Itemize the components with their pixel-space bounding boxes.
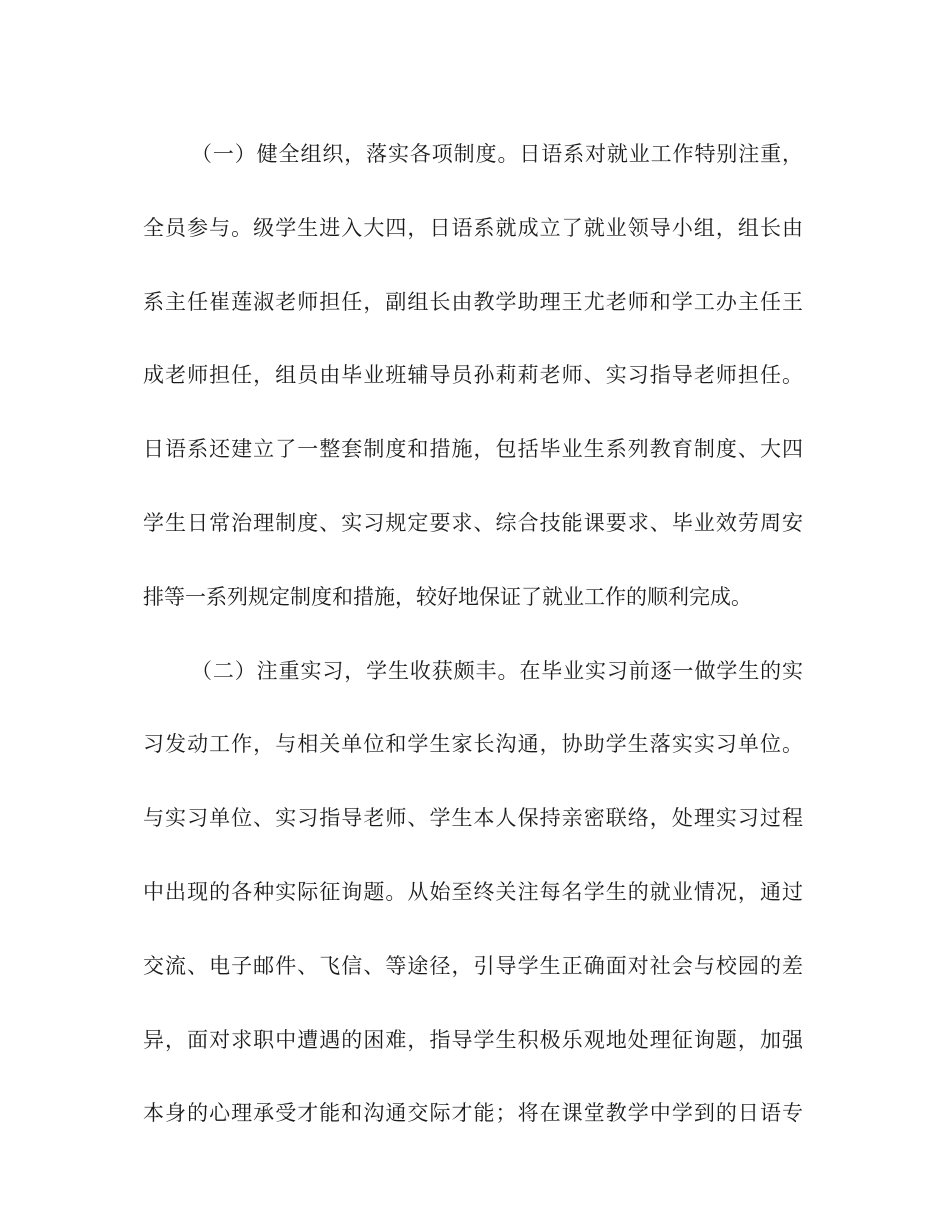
text-line: 与实习单位、实习指导老师、学生本人保持亲密联络，处理实习过程 (143, 806, 803, 831)
text-line: 本身的心理承受才能和沟通交际才能；将在课堂教学中学到的日语专 (143, 1101, 803, 1126)
body-text (143, 118, 803, 1151)
text-line: （二）注重实习，学生收获颇丰。在毕业实习前逐一做学生的实 (191, 658, 803, 683)
text-line: （一）健全组织，落实各项制度。日语系对就业工作特别注重， (191, 142, 803, 166)
text-line: 全员参与。级学生进入大四，日语系就成立了就业领导小组，组长由 (143, 215, 803, 240)
text-line: 中出现的各种实际征询题。从始至终关注每名学生的就业情况，通过 (143, 879, 803, 904)
text-line: 日语系还建立了一整套制度和措施，包括毕业生系列教育制度、大四 (143, 437, 803, 462)
paragraph-internship (143, 635, 803, 1152)
text-line: 习发动工作，与相关单位和学生家长沟通，协助学生落实实习单位。 (143, 732, 803, 757)
text-line: 交流、电子邮件、飞信、等途径，引导学生正确面对社会与校园的差 (143, 953, 803, 978)
text-line: 系主任崔莲淑老师担任，副组长由教学助理王尤老师和学工办主任王 (143, 289, 803, 314)
text-line: 学生日常治理制度、实习规定要求、综合技能课要求、毕业效劳周安 (143, 510, 803, 535)
text-line: 异，面对求职中遭遇的困难，指导学生积极乐观地处理征询题，加强 (143, 1027, 803, 1052)
text-line: 成老师担任，组员由毕业班辅导员孙莉莉老师、实习指导老师担任。 (143, 363, 803, 388)
paragraph-organization (143, 118, 803, 635)
text-line: 排等一系列规定制度和措施，较好地保证了就业工作的顺利完成。 (143, 584, 752, 609)
